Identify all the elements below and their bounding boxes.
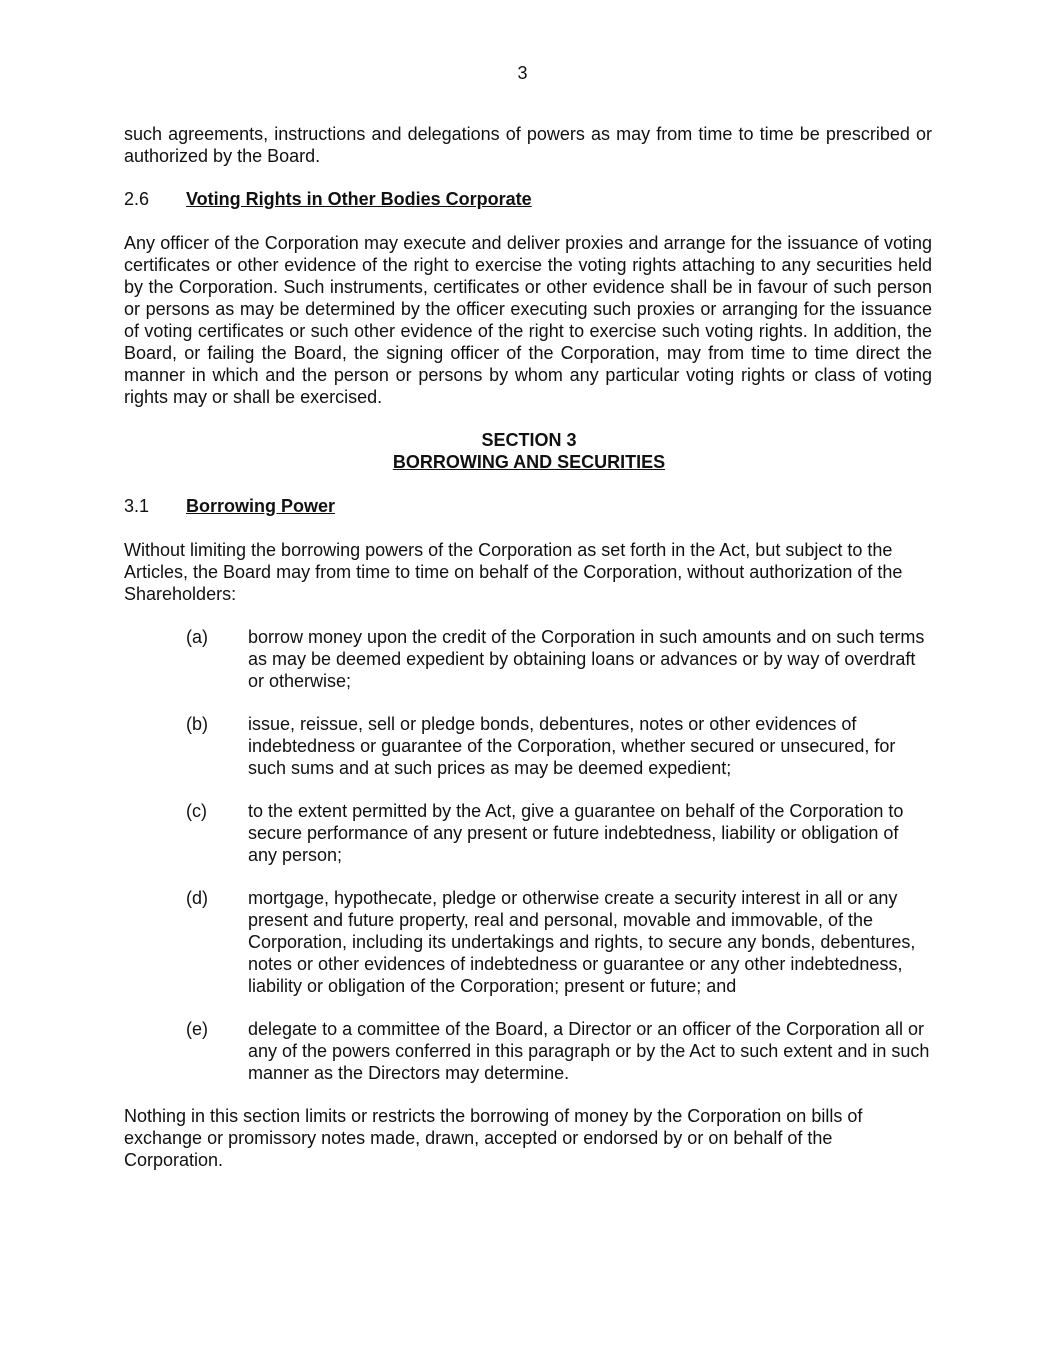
list-marker: (a) [186, 627, 208, 647]
section-title: Borrowing Power [186, 496, 336, 516]
section-3-title-text: BORROWING AND SECURITIES [392, 452, 666, 472]
intro-paragraph: such agreements, instructions and delegations of powers as may from time to time be prescribed or authorized by the Board. [124, 124, 932, 166]
list-marker: (c) [186, 801, 207, 821]
list-text: delegate to a committee of the Board, a Director or an officer of the Corporation all or any of the powers conferred in this paragraph or by the Act to such extent and in such manner as the Directors may determine. [248, 1019, 930, 1083]
section-3-title [124, 451, 932, 473]
section-3-1-heading [124, 495, 932, 517]
list-text: to the extent permitted by the Act, give a guarantee on behalf of the Corporation to secure performance of any present or future indebtedness, liability or obligation of any person; [248, 801, 904, 865]
section-3-label: SECTION 3 [481, 430, 577, 450]
section-2-6-body: Any officer of the Corporation may execute and deliver proxies and arrange for the issuance of voting certificates or other evidence of the right to exercise the voting rights attaching to any securities held by the Corporation. Such instruments, certificates or other evidence shall be in favour of such person or persons as may be determined by the officer executing such proxies or arranging for the issuance of voting certificates or such other evidence of the right to exercise such voting rights. In addition, the Board, or failing the Board, the signing officer of the Corporation, may from time to time direct the manner in which and the person or persons by whom any particular voting rights or class of voting rights may or shall be exercised. [124, 233, 932, 407]
section-number: 2.6 [124, 189, 150, 209]
list-item [124, 626, 932, 692]
list-item [124, 800, 932, 866]
section-3-1-closing: Nothing in this section limits or restricts the borrowing of money by the Corporation on bills of exchange or promissory notes made, drawn, accepted or endorsed by or on behalf of the Corporation. [124, 1106, 863, 1170]
list-item [124, 1018, 932, 1084]
page-number: 3 [517, 63, 528, 83]
list-text: borrow money upon the credit of the Corporation in such amounts and on such terms as may be deemed expedient by obtaining loans or advances or by way of overdraft or otherwise; [248, 627, 925, 691]
list-text: mortgage, hypothecate, pledge or otherwise create a security interest in all or any present and future property, real and personal, movable and immovable, of the Corporation, including its undertakings and rights, to secure any bonds, debentures, notes or other evidences of indebtedness or guarantee or any other indebtedness, liability or obligation of the Corporation; present or future; and [248, 888, 916, 996]
list-marker: (e) [186, 1019, 208, 1039]
section-title: Voting Rights in Other Bodies Corporate [186, 189, 532, 209]
list-marker: (b) [186, 714, 208, 734]
section-3-1-body: Without limiting the borrowing powers of the Corporation as set forth in the Act, but subject to the Articles, the Board may from time to time on behalf of the Corporation, without authorization of the Shareholders: [124, 540, 903, 604]
list-item [124, 887, 932, 997]
list-item [124, 713, 932, 779]
list-marker: (d) [186, 888, 208, 908]
borrowing-powers-list [124, 626, 932, 1084]
section-number: 3.1 [124, 496, 150, 516]
list-text: issue, reissue, sell or pledge bonds, debentures, notes or other evidences of indebtedness or guarantee of the Corporation, whether secured or unsecured, for such sums and at such prices as may be deemed expedient; [248, 714, 896, 778]
section-2-6-heading [124, 188, 932, 210]
page-content [124, 123, 932, 1171]
